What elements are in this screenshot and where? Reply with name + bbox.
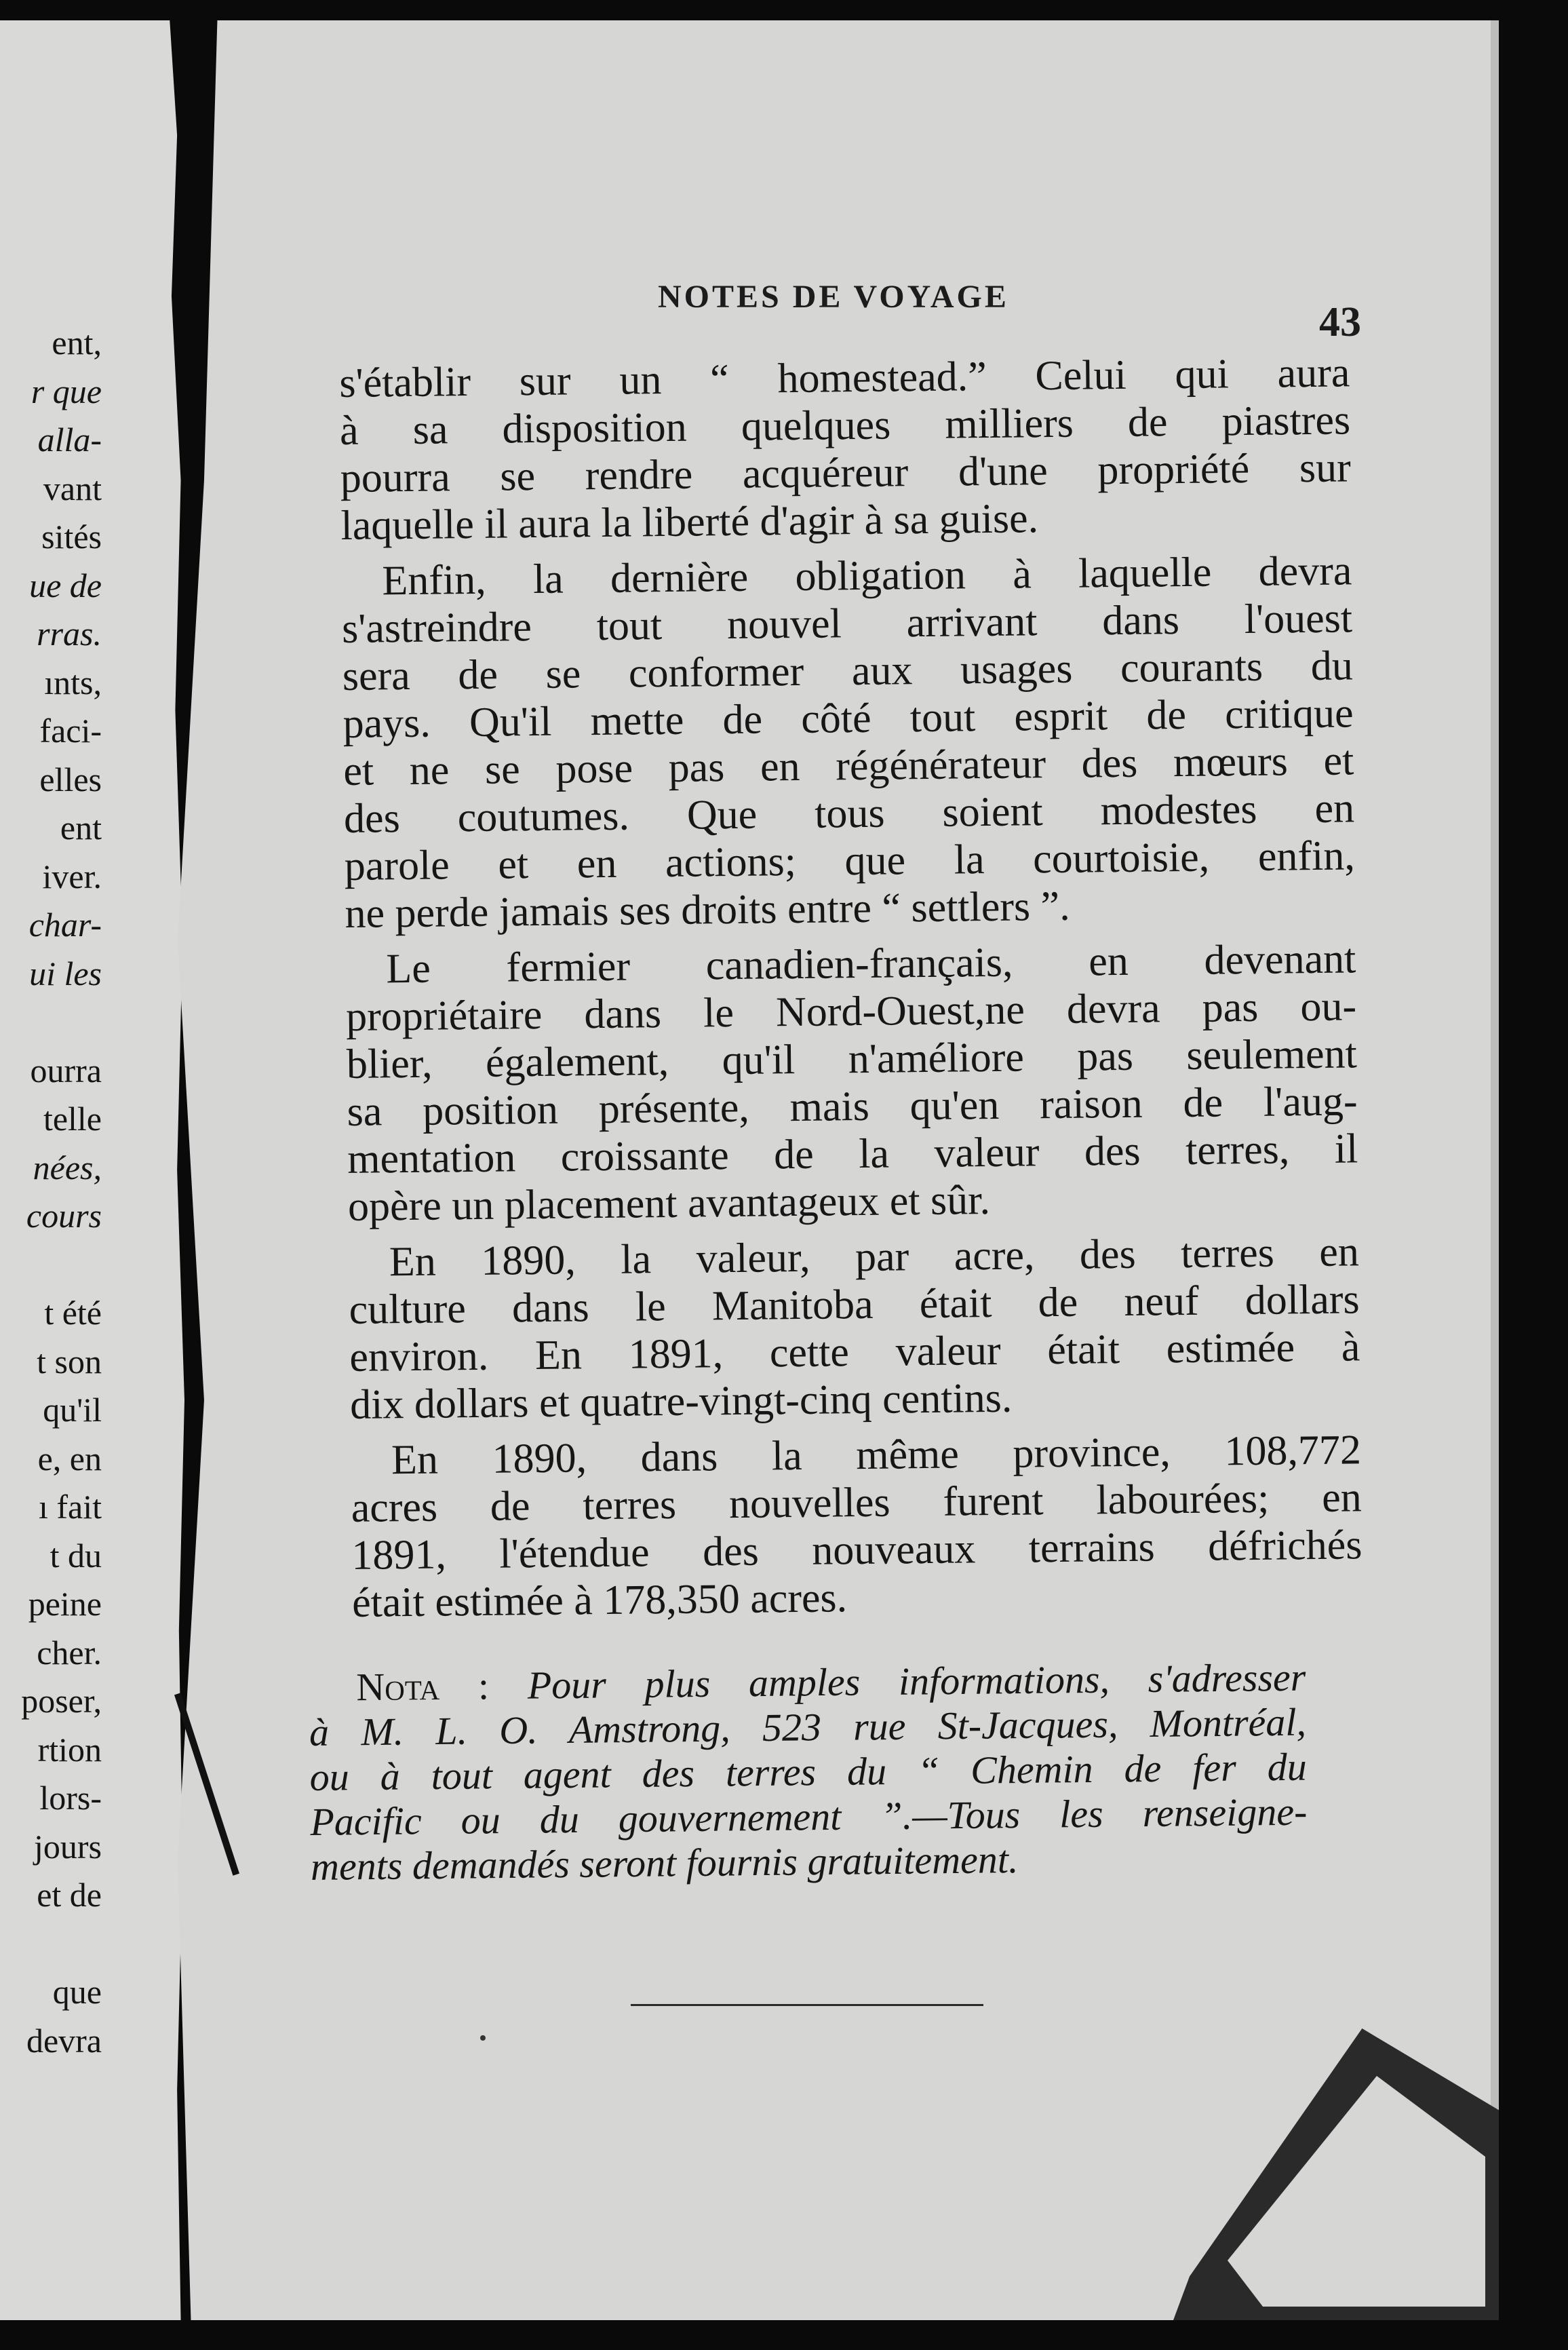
previous-page-fragment: et de xyxy=(37,1876,102,1914)
previous-page-fragment: poser, xyxy=(21,1682,102,1720)
previous-page-fragment: t été xyxy=(44,1294,102,1332)
previous-page-fragment: rtion xyxy=(37,1730,102,1769)
body-line: sera de se conformer aux usages courants du xyxy=(342,642,1354,699)
nota-text: ou à tout agent des terres du “ Chemin de fer du xyxy=(309,1744,1307,1799)
body-line: mentation croissante de la valeur des terres, il xyxy=(347,1125,1358,1182)
previous-page-fragment: que xyxy=(52,1973,102,2011)
nota-paragraph xyxy=(309,1655,1308,1889)
nota-text: Pacific ou du gouvernement ”.—Tous les renseigne- xyxy=(310,1789,1308,1844)
body-line: s'établir sur un “ homestead.” Celui qui aura xyxy=(339,349,1350,406)
previous-page-fragment: alla- xyxy=(37,421,102,459)
body-text xyxy=(339,349,1363,1627)
body-line: 1891, l'étendue des nouveaux terrains défrichés xyxy=(351,1522,1363,1579)
nota-text: à M. L. O. Amstrong, 523 rue St-Jacques, Montréal, xyxy=(309,1699,1307,1754)
previous-page-fragment: e, en xyxy=(37,1439,102,1478)
body-line: à sa disposition quelques milliers de piastres xyxy=(339,397,1351,454)
previous-page-fragment: cher. xyxy=(37,1633,102,1672)
previous-page-fragment xyxy=(0,1920,102,1969)
body-line: parole et en actions; que la courtoisie, enfin, xyxy=(344,832,1356,889)
body-line: opère un placement avantageux et sûr. xyxy=(347,1177,991,1230)
previous-page-fragment: jours xyxy=(34,1827,102,1866)
nota-text: ments demandés seront fournis gratuitement. xyxy=(310,1837,1019,1889)
nota-label: Nota : xyxy=(355,1663,490,1710)
previous-page-fragment: faci- xyxy=(39,712,102,750)
previous-page-fragment: nées, xyxy=(33,1148,102,1187)
body-line: Le fermier canadien-français, en devenant xyxy=(386,936,1356,993)
body-line: et ne se pose pas en régénérateur des mœurs et xyxy=(343,737,1354,794)
previous-page-fragment: vant xyxy=(43,469,102,507)
previous-page-fragment: telle xyxy=(43,1100,102,1138)
body-line: environ. En 1891, cette valeur était estimée à xyxy=(349,1324,1360,1381)
previous-page-text-fragments xyxy=(0,319,102,2065)
page-edge xyxy=(1491,20,1499,2320)
ink-speck xyxy=(480,2035,486,2041)
previous-page-fragment xyxy=(0,998,102,1047)
previous-page-fragment: iver. xyxy=(42,857,102,895)
body-line: propriétaire dans le Nord-Ouest,ne devra pas ou- xyxy=(345,983,1357,1040)
body-line: blier, également, qu'il n'améliore pas seulement xyxy=(346,1030,1358,1087)
previous-page-fragment: t du xyxy=(50,1536,102,1575)
previous-page-fragment: peine xyxy=(28,1585,102,1623)
previous-page-fragment: r que xyxy=(31,372,102,410)
previous-page-fragment: t son xyxy=(37,1342,102,1381)
previous-page-fragment: lors- xyxy=(39,1779,102,1817)
previous-page-fragment: qu'il xyxy=(43,1391,102,1429)
previous-page-fragment: char- xyxy=(28,906,102,944)
body-line: sa position présente, mais qu'en raison de l'aug- xyxy=(347,1078,1358,1135)
body-line: pays. Qu'il mette de côté tout esprit de critique xyxy=(342,690,1354,747)
body-line: des coutumes. Que tous soient modestes en xyxy=(343,785,1355,842)
previous-page-fragment: ent xyxy=(60,809,102,847)
previous-page-fragment: rras. xyxy=(37,615,102,653)
previous-page-fragment: sités xyxy=(41,518,102,556)
body-line: pourra se rendre acquéreur d'une propriété sur xyxy=(340,444,1352,501)
previous-page-fragment: ent, xyxy=(52,324,102,362)
body-line: culture dans le Manitoba était de neuf dollars xyxy=(349,1276,1360,1333)
previous-page-fragment: devra xyxy=(26,2021,102,2060)
body-line: En 1890, la valeur, par acre, des terres en xyxy=(389,1229,1360,1286)
previous-page-fragment xyxy=(0,1241,102,1290)
body-line: ne perde jamais ses droits entre “ settlers ”. xyxy=(345,883,1070,937)
body-line: acres de terres nouvelles furent labourées; en xyxy=(351,1474,1363,1531)
running-header: NOTES DE VOYAGE xyxy=(658,279,1009,315)
body-line: Enfin, la dernière obligation à laquelle devra xyxy=(382,547,1352,604)
previous-page-fragment: cours xyxy=(26,1197,102,1235)
end-rule xyxy=(631,2004,983,2006)
nota-text: Pour plus amples informations, s'adresser xyxy=(527,1655,1306,1708)
previous-page-fragment: elles xyxy=(39,760,102,798)
previous-page-fragment: ui les xyxy=(29,954,102,993)
body-line: laquelle il aura la liberté d'agir à sa guise. xyxy=(340,495,1039,549)
previous-page-fragment: ourra xyxy=(30,1051,102,1090)
previous-page-fragment: ınts, xyxy=(44,663,102,701)
body-line: dix dollars et quatre-vingt-cinq centins. xyxy=(349,1374,1013,1428)
scan-border xyxy=(1499,0,1568,2350)
previous-page-fragment: ue de xyxy=(29,566,102,604)
body-line: s'astreindre tout nouvel arrivant dans l'ouest xyxy=(341,595,1353,652)
body-line: En 1890, dans la même province, 108,772 xyxy=(391,1427,1362,1484)
body-line: était estimée à 178,350 acres. xyxy=(351,1575,848,1626)
previous-page-fragment: ı fait xyxy=(38,1488,102,1526)
page-number: 43 xyxy=(1319,299,1361,345)
